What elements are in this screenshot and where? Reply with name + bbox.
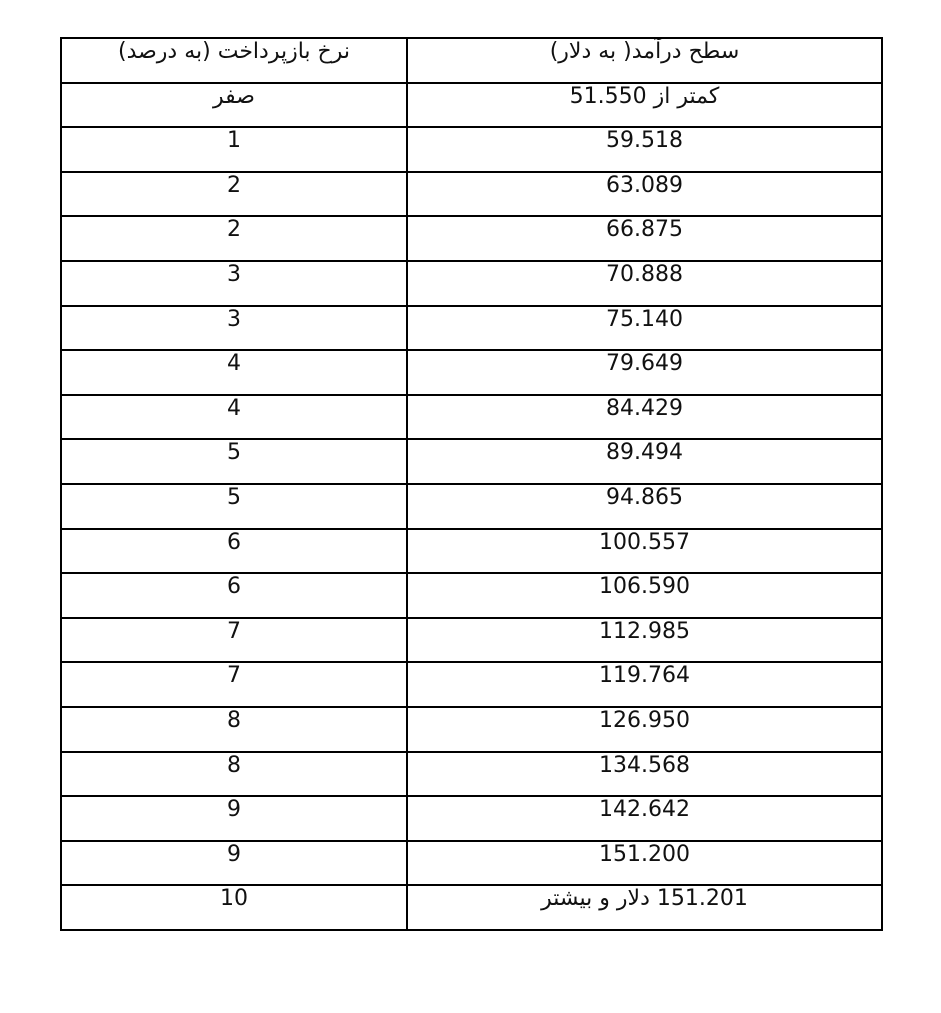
income-level-cell: کمتر از 51.550	[407, 83, 882, 128]
table-row	[61, 484, 882, 529]
table-row	[61, 83, 882, 128]
table-row	[61, 172, 882, 217]
table-row	[61, 127, 882, 172]
table-row	[61, 306, 882, 351]
income-level-cell: 66.875	[407, 216, 882, 261]
table-row	[61, 350, 882, 395]
table-row	[61, 618, 882, 663]
repayment-rate-cell: 4	[61, 395, 407, 440]
repayment-rate-cell: 2	[61, 172, 407, 217]
table-row	[61, 707, 882, 752]
repayment-rate-cell: 6	[61, 529, 407, 574]
income-level-cell: 63.089	[407, 172, 882, 217]
repayment-rate-cell: 2	[61, 216, 407, 261]
income-level-cell: 94.865	[407, 484, 882, 529]
table-row	[61, 573, 882, 618]
repayment-rate-cell: 8	[61, 752, 407, 797]
table-row	[61, 841, 882, 886]
table-row	[61, 662, 882, 707]
table-header-row	[61, 38, 882, 83]
income-level-cell: 142.642	[407, 796, 882, 841]
table-row	[61, 261, 882, 306]
table-row	[61, 216, 882, 261]
table-row	[61, 439, 882, 484]
income-level-cell: 151.201 دلار و بیشتر	[407, 885, 882, 930]
repayment-rate-cell: 3	[61, 261, 407, 306]
table-row	[61, 395, 882, 440]
repayment-table-container	[60, 37, 879, 931]
income-level-cell: 100.557	[407, 529, 882, 574]
income-level-cell: 126.950	[407, 707, 882, 752]
repayment-rate-cell: 10	[61, 885, 407, 930]
income-level-cell: 75.140	[407, 306, 882, 351]
table-row	[61, 885, 882, 930]
header-repayment-rate: نرخ بازپرداخت (به درصد)	[61, 38, 407, 83]
repayment-rate-cell: 3	[61, 306, 407, 351]
repayment-rate-cell: 9	[61, 796, 407, 841]
income-level-cell: 134.568	[407, 752, 882, 797]
table-row	[61, 529, 882, 574]
income-level-cell: 151.200	[407, 841, 882, 886]
income-level-cell: 79.649	[407, 350, 882, 395]
repayment-rate-cell: 7	[61, 618, 407, 663]
income-level-cell: 89.494	[407, 439, 882, 484]
table-row	[61, 796, 882, 841]
income-level-cell: 112.985	[407, 618, 882, 663]
repayment-rate-cell: صفر	[61, 83, 407, 128]
repayment-rate-cell: 8	[61, 707, 407, 752]
header-income-level: سطح درآمد( به دلار)	[407, 38, 882, 83]
income-level-cell: 84.429	[407, 395, 882, 440]
table-row	[61, 752, 882, 797]
repayment-rate-cell: 5	[61, 484, 407, 529]
income-level-cell: 70.888	[407, 261, 882, 306]
table-body	[61, 38, 882, 930]
income-level-cell: 106.590	[407, 573, 882, 618]
repayment-rate-table	[60, 37, 883, 931]
income-level-cell: 119.764	[407, 662, 882, 707]
repayment-rate-cell: 7	[61, 662, 407, 707]
repayment-rate-cell: 1	[61, 127, 407, 172]
repayment-rate-cell: 6	[61, 573, 407, 618]
repayment-rate-cell: 5	[61, 439, 407, 484]
repayment-rate-cell: 9	[61, 841, 407, 886]
income-level-cell: 59.518	[407, 127, 882, 172]
repayment-rate-cell: 4	[61, 350, 407, 395]
